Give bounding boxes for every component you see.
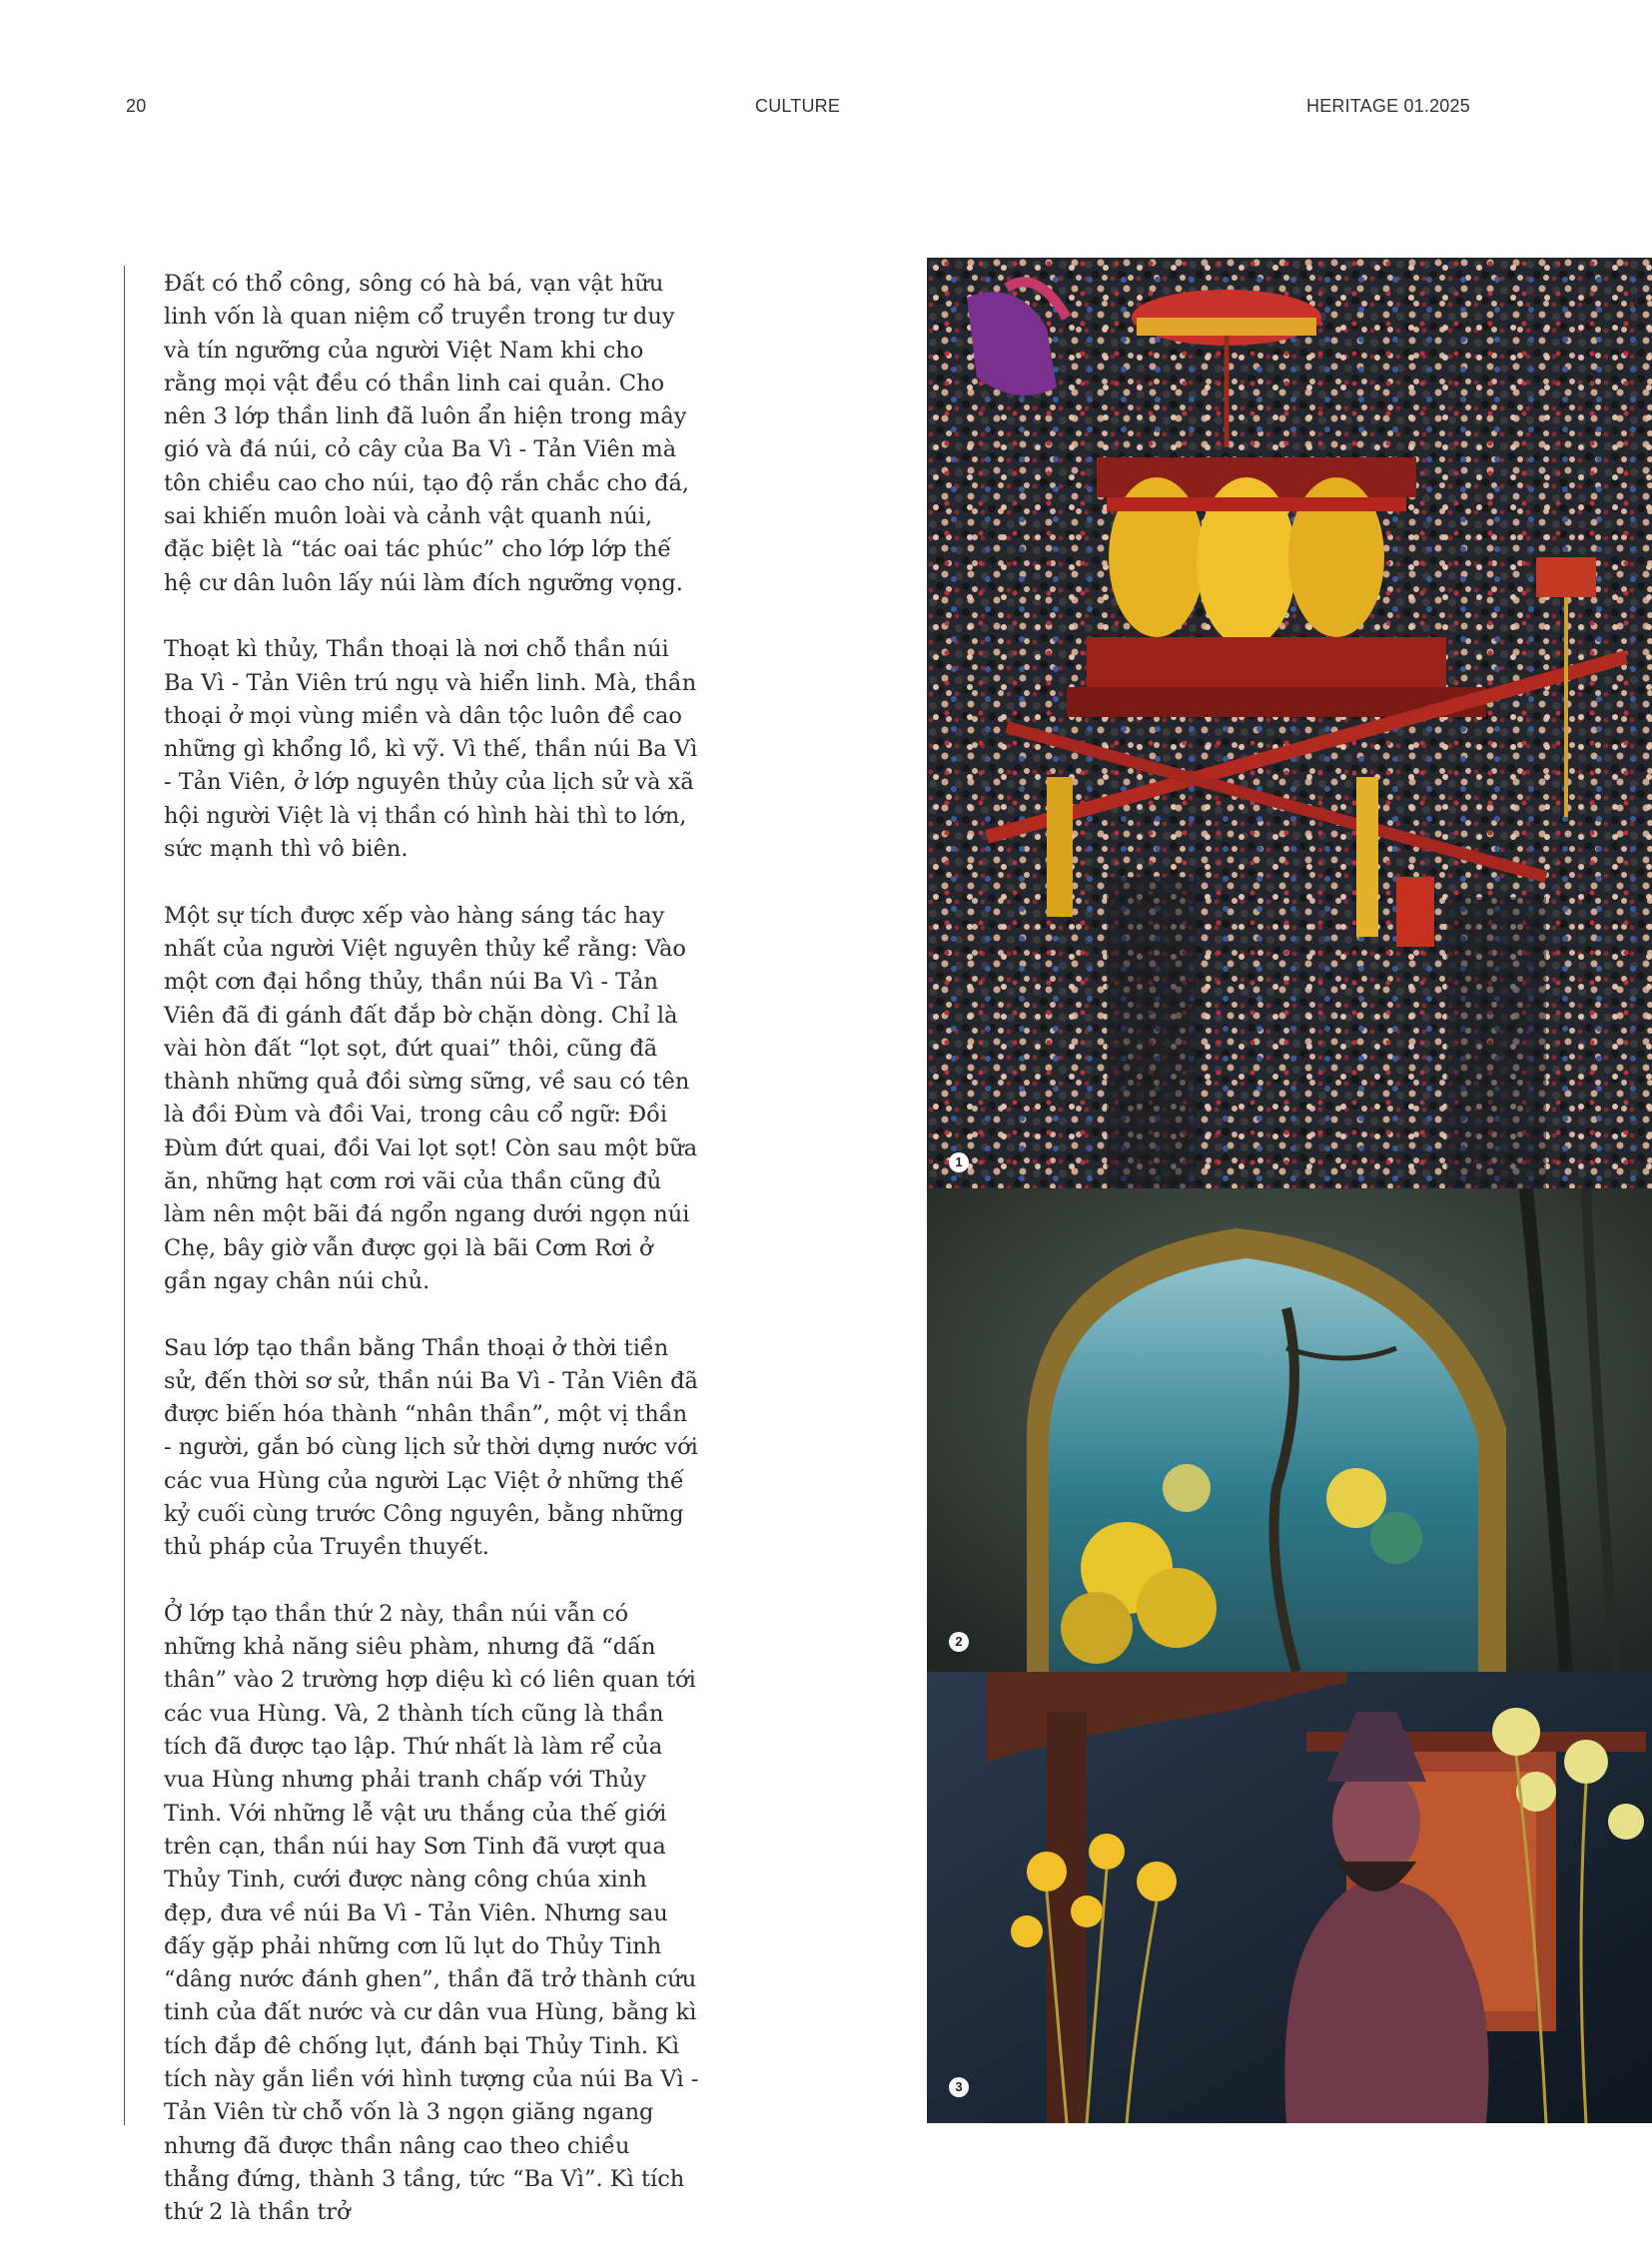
section-title: CULTURE: [755, 96, 841, 116]
paragraph-3: Một sự tích được xếp vào hàng sáng tác hay nhất của người Việt nguyên thủy kể rằng: Vào một cơn đại hồng thủy, thần núi Ba Vì - Tản Viên đã đi gánh đất đắp bờ chặn dòng. Chỉ là vài hòn đất “lọt sọt, đứt quai” thôi, cũng đã thành những quả đồi sừng sững, về sau có tên là đồi Đùm và đồi Vai, trong câu cổ ngữ: Đồi Đùm đứt quai, đồi Vai lọt sọt! Còn sau một bữa ăn, những hạt cơm rơi vãi của thần cũng đủ làm nên một bãi đá ngổn ngang dưới ngọn núi Chẹ, bây giờ vẫn được gọi là bãi Cơm Rơi ở gần ngay chân núi chủ.: [164, 902, 698, 1294]
page-number: 20: [126, 96, 147, 116]
issue-label: HERITAGE 01.2025: [1306, 96, 1470, 116]
photo-number-1: 1: [949, 1152, 969, 1172]
photo-stone-arch: [927, 1188, 1652, 1672]
photo-temple-statue: [927, 1672, 1652, 2123]
paragraph-5: Ở lớp tạo thần thứ 2 này, thần núi vẫn có những khả năng siêu phàm, nhưng đã “dấn thân” vào 2 trường hợp diệu kì có liên quan tới các vua Hùng. Và, 2 thành tích cũng là thần tích đã được tạo lập. Thứ nhất là làm rể của vua Hùng nhưng phải tranh chấp với Thủy Tinh. Với những lễ vật ưu thắng của thế giới trên cạn, thần núi hay Sơn Tinh đã vượt qua Thủy Tinh, cưới được nàng công chúa xinh đẹp, đưa về núi Ba Vì - Tản Viên. Nhưng sau đấy gặp phải những cơn lũ lụt do Thủy Tinh “dâng nước đánh ghen”, thần đã trở thành cứu tinh của đất nước và cư dân vua Hùng, bằng kì tích đắp đê chống lụt, đánh bại Thủy Tinh. Kì tích này gắn liền với hình tượng của núi Ba Vì - Tản Viên từ chỗ vốn là 3 ngọn giăng ngang nhưng đã được thần nâng cao theo chiều thẳng đứng, thành 3 tầng, tức “Ba Vì”. Kì tích thứ 2 là thần trở: [164, 1600, 699, 2226]
photo-number-2: 2: [949, 1632, 969, 1652]
running-header: [0, 96, 1652, 120]
photo-festival-procession: [927, 258, 1652, 1188]
paragraph-4: Sau lớp tạo thần bằng Thần thoại ở thời tiền sử, đến thời sơ sử, thần núi Ba Vì - Tản Viên đã được biến hóa thành “nhân thần”, một vị thần - người, gắn bó cùng lịch sử thời dựng nước với các vua Hùng của người Lạc Việt ở những thế kỷ cuối cùng trước Công nguyên, bằng những thủ pháp của Truyền thuyết.: [164, 1334, 698, 1561]
article-body: [164, 268, 699, 2263]
paragraph-2: Thoạt kì thủy, Thần thoại là nơi chỗ thần núi Ba Vì - Tản Viên trú ngụ và hiển linh. Mà, thần thoại ở mọi vùng miền và dân tộc luôn đề cao những gì khổng lồ, kì vỹ. Vì thế, thần núi Ba Vì - Tản Viên, ở lớp nguyên thủy của lịch sử và xã hội người Việt là vị thần có hình hài thì to lớn, sức mạnh thì vô biên.: [164, 636, 698, 863]
photo-number-3: 3: [949, 2077, 969, 2097]
paragraph-1: Đất có thổ công, sông có hà bá, vạn vật hữu linh vốn là quan niệm cổ truyền trong tư duy và tín ngưỡng của người Việt Nam khi cho rằng mọi vật đều có thần linh cai quản. Cho nên 3 lớp thần linh đã luôn ẩn hiện trong mây gió và đá núi, cỏ cây của Ba Vì - Tản Viên mà tôn chiều cao cho núi, tạo độ rắn chắc cho đá, sai khiến muôn loài và cảnh vật quanh núi, đặc biệt là “tác oai tác phúc” cho lớp lớp thế hệ cư dân luôn lấy núi làm đích ngưỡng vọng.: [164, 271, 690, 596]
column-rule: [124, 266, 125, 2125]
